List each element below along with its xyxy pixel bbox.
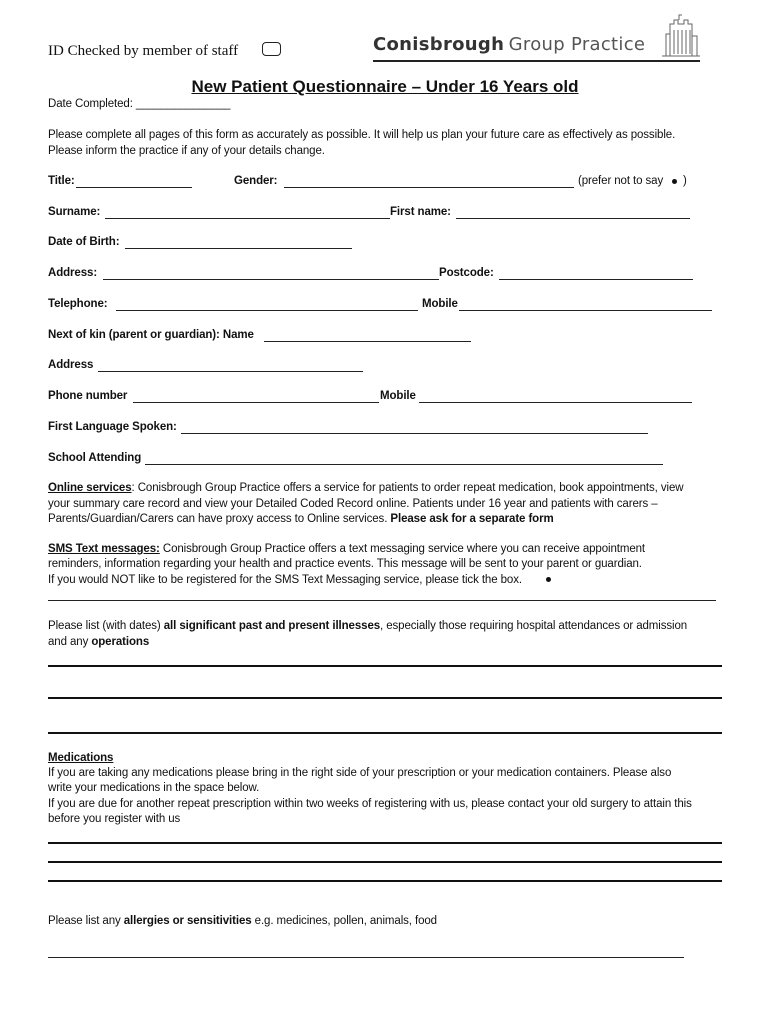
prefer-not-label: (prefer not to say: [578, 175, 664, 187]
medications-line-1: If you are taking any medications please bring in the right side of your prescription or your medication containers. Please also: [48, 767, 672, 779]
title-field[interactable]: [76, 187, 192, 188]
prefer-not-bullet[interactable]: [672, 179, 677, 184]
illnesses-answer-line-2[interactable]: [48, 697, 722, 699]
sms-line-1: SMS Text messages: Conisbrough Group Practice offers a text messaging service where you can receive appointment: [48, 543, 646, 555]
sms-heading: SMS Text messages:: [48, 543, 160, 555]
gender-label: Gender:: [234, 175, 278, 187]
title-label: Title:: [48, 175, 75, 187]
header-divider: [373, 60, 700, 62]
medications-answer-line-3[interactable]: [48, 880, 722, 882]
date-completed[interactable]: Date Completed: _______________: [48, 98, 231, 110]
sms-section-divider: [48, 600, 716, 601]
postcode-field[interactable]: [499, 279, 693, 280]
online-services-line-2: your summary care record and view your Detailed Coded Record online. Patients under 16 year and patients with carers –: [48, 498, 658, 510]
online-services-line-1: Online services: Conisbrough Group Practice offers a service for patients to order repeat medication, book appointments, view: [48, 482, 684, 494]
dob-label: Date of Birth:: [48, 236, 120, 248]
kin-mobile-label: Mobile: [380, 390, 416, 402]
illnesses-answer-line-1[interactable]: [48, 665, 722, 667]
school-attending-field[interactable]: [145, 464, 663, 465]
sms-line-2: reminders, information regarding your health and practice events. This message will be sent to your parent or guardian.: [48, 558, 642, 570]
postcode-label: Postcode:: [439, 267, 494, 279]
illnesses-answer-line-3[interactable]: [48, 732, 722, 734]
id-checked-checkbox[interactable]: [262, 42, 281, 56]
online-services-heading: Online services: [48, 482, 132, 494]
prefer-not-close: ): [683, 175, 687, 187]
kin-address-label: Address: [48, 359, 94, 371]
school-attending-label: School Attending: [48, 452, 142, 464]
surname-field[interactable]: [105, 218, 390, 219]
allergies-prompt: Please list any allergies or sensitivities e.g. medicines, pollen, animals, food: [48, 915, 437, 927]
gender-field[interactable]: [284, 187, 574, 188]
online-services-line-3: Parents/Guardian/Carers can have proxy access to Online services. Please ask for a separate form: [48, 513, 554, 525]
first-language-field[interactable]: [181, 433, 648, 434]
medications-line-2: write your medications in the space below.: [48, 782, 260, 794]
medications-answer-line-2[interactable]: [48, 861, 722, 863]
first-language-label: First Language Spoken:: [48, 421, 177, 433]
dob-field[interactable]: [125, 248, 352, 249]
id-checked-label: ID Checked by member of staff: [48, 43, 239, 59]
medications-line-4: before you register with us: [48, 813, 181, 825]
telephone-field[interactable]: [116, 310, 418, 311]
medications-line-3: If you are due for another repeat prescription within two weeks of registering with us, please contact your old surgery to attain this: [48, 798, 692, 810]
page-title: New Patient Questionnaire – Under 16 Years old: [191, 77, 579, 96]
telephone-label: Telephone:: [48, 298, 108, 310]
kin-address-field[interactable]: [98, 371, 363, 372]
logo-name-light: Group Practice: [508, 34, 646, 55]
practice-logo: [373, 34, 645, 55]
sms-line-3: If you would NOT like to be registered for the SMS Text Messaging service, please tick the box.: [48, 574, 522, 586]
intro-line-2: Please inform the practice if any of your details change.: [48, 145, 325, 157]
mobile-label: Mobile: [422, 298, 458, 310]
kin-mobile-field[interactable]: [419, 402, 692, 403]
logo-name-bold: Conisbrough: [373, 34, 505, 55]
intro-line-1: Please complete all pages of this form as accurately as possible. It will help us plan your future care as effectively as possible.: [48, 129, 676, 141]
mobile-field[interactable]: [459, 310, 712, 311]
next-of-kin-field[interactable]: [264, 341, 471, 342]
address-field[interactable]: [103, 279, 439, 280]
first-name-field[interactable]: [456, 218, 690, 219]
phone-number-field[interactable]: [133, 402, 379, 403]
address-label: Address:: [48, 267, 98, 279]
allergies-answer-line[interactable]: [48, 957, 684, 958]
phone-number-label: Phone number: [48, 390, 128, 402]
next-of-kin-label: Next of kin (parent or guardian): Name: [48, 329, 254, 341]
sms-opt-out-bullet[interactable]: [546, 577, 551, 582]
illnesses-line-2: and any operations: [48, 636, 150, 648]
first-name-label: First name:: [390, 206, 451, 218]
medications-heading: Medications: [48, 752, 114, 764]
illnesses-line-1: Please list (with dates) all significant past and present illnesses, especially those requiring hospital attendances or admission: [48, 620, 688, 632]
castle-logo-icon: [660, 14, 702, 58]
medications-answer-line-1[interactable]: [48, 842, 722, 844]
surname-label: Surname:: [48, 206, 101, 218]
